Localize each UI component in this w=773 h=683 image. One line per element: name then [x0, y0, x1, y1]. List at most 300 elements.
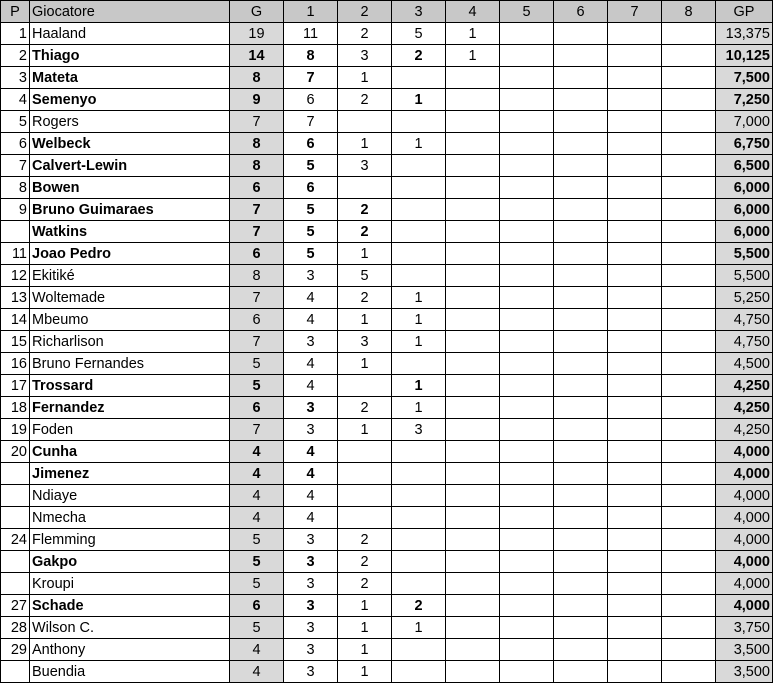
count-cell-3: 1	[392, 375, 446, 397]
count-cell-2	[338, 485, 392, 507]
table-row	[1, 595, 773, 617]
count-cell-2: 1	[338, 617, 392, 639]
count-cell-1: 8	[284, 45, 338, 67]
count-cell-8	[662, 155, 716, 177]
count-cell-6	[554, 177, 608, 199]
count-cell-6	[554, 419, 608, 441]
count-cell-8	[662, 133, 716, 155]
count-cell-6	[554, 133, 608, 155]
count-cell-2: 2	[338, 573, 392, 595]
gp-cell: 6,750	[716, 133, 773, 155]
count-cell-4	[446, 419, 500, 441]
count-cell-3	[392, 353, 446, 375]
count-cell-8	[662, 111, 716, 133]
table-row	[1, 529, 773, 551]
position-cell: 18	[1, 397, 30, 419]
games-cell: 9	[230, 89, 284, 111]
gp-cell: 4,500	[716, 353, 773, 375]
player-name-cell: Fernandez	[30, 397, 230, 419]
count-cell-1: 6	[284, 133, 338, 155]
count-cell-4	[446, 133, 500, 155]
table-row	[1, 265, 773, 287]
count-cell-3	[392, 221, 446, 243]
player-name-cell: Bruno Fernandes	[30, 353, 230, 375]
count-cell-3	[392, 551, 446, 573]
games-cell: 8	[230, 265, 284, 287]
count-cell-8	[662, 243, 716, 265]
header-col-4: 4	[446, 1, 500, 23]
count-cell-7	[608, 199, 662, 221]
count-cell-5	[500, 309, 554, 331]
player-name-cell: Ekitiké	[30, 265, 230, 287]
position-cell: 19	[1, 419, 30, 441]
table-body	[1, 23, 773, 683]
count-cell-1: 4	[284, 507, 338, 529]
count-cell-8	[662, 441, 716, 463]
count-cell-5	[500, 617, 554, 639]
count-cell-5	[500, 463, 554, 485]
count-cell-1: 3	[284, 617, 338, 639]
header-col-1: 1	[284, 1, 338, 23]
count-cell-1: 6	[284, 89, 338, 111]
count-cell-8	[662, 397, 716, 419]
count-cell-3	[392, 529, 446, 551]
count-cell-4	[446, 243, 500, 265]
table-row	[1, 485, 773, 507]
player-name-cell: Woltemade	[30, 287, 230, 309]
player-name-cell: Mbeumo	[30, 309, 230, 331]
table-row	[1, 661, 773, 683]
games-cell: 4	[230, 463, 284, 485]
position-cell	[1, 221, 30, 243]
count-cell-1: 3	[284, 331, 338, 353]
gp-cell: 7,000	[716, 111, 773, 133]
count-cell-6	[554, 23, 608, 45]
count-cell-4	[446, 199, 500, 221]
count-cell-1: 11	[284, 23, 338, 45]
gp-cell: 5,250	[716, 287, 773, 309]
player-name-cell: Thiago	[30, 45, 230, 67]
count-cell-6	[554, 573, 608, 595]
player-name-cell: Trossard	[30, 375, 230, 397]
count-cell-7	[608, 639, 662, 661]
player-name-cell: Jimenez	[30, 463, 230, 485]
gp-cell: 4,000	[716, 551, 773, 573]
count-cell-3	[392, 243, 446, 265]
count-cell-5	[500, 595, 554, 617]
count-cell-1: 4	[284, 441, 338, 463]
count-cell-7	[608, 23, 662, 45]
count-cell-3	[392, 199, 446, 221]
gp-cell: 7,250	[716, 89, 773, 111]
games-cell: 7	[230, 199, 284, 221]
count-cell-4	[446, 397, 500, 419]
count-cell-1: 6	[284, 177, 338, 199]
count-cell-3: 1	[392, 309, 446, 331]
count-cell-2: 2	[338, 551, 392, 573]
count-cell-6	[554, 243, 608, 265]
count-cell-5	[500, 551, 554, 573]
count-cell-7	[608, 331, 662, 353]
count-cell-6	[554, 529, 608, 551]
count-cell-7	[608, 551, 662, 573]
count-cell-2: 2	[338, 221, 392, 243]
count-cell-7	[608, 243, 662, 265]
count-cell-5	[500, 529, 554, 551]
table-row	[1, 419, 773, 441]
count-cell-6	[554, 661, 608, 683]
count-cell-2: 1	[338, 243, 392, 265]
count-cell-6	[554, 507, 608, 529]
count-cell-4	[446, 177, 500, 199]
games-cell: 4	[230, 639, 284, 661]
count-cell-5	[500, 23, 554, 45]
games-cell: 6	[230, 309, 284, 331]
count-cell-8	[662, 309, 716, 331]
games-cell: 7	[230, 111, 284, 133]
count-cell-2: 2	[338, 397, 392, 419]
gp-cell: 4,000	[716, 441, 773, 463]
count-cell-2: 3	[338, 155, 392, 177]
count-cell-6	[554, 639, 608, 661]
count-cell-5	[500, 507, 554, 529]
header-col-3: 3	[392, 1, 446, 23]
count-cell-2: 5	[338, 265, 392, 287]
count-cell-5	[500, 45, 554, 67]
count-cell-2	[338, 463, 392, 485]
position-cell: 16	[1, 353, 30, 375]
count-cell-8	[662, 331, 716, 353]
count-cell-7	[608, 375, 662, 397]
position-cell: 24	[1, 529, 30, 551]
table-row	[1, 353, 773, 375]
count-cell-7	[608, 221, 662, 243]
count-cell-6	[554, 287, 608, 309]
games-cell: 5	[230, 529, 284, 551]
count-cell-7	[608, 595, 662, 617]
table-row	[1, 331, 773, 353]
count-cell-1: 4	[284, 485, 338, 507]
header-gp: GP	[716, 1, 773, 23]
games-cell: 5	[230, 353, 284, 375]
gp-cell: 5,500	[716, 243, 773, 265]
count-cell-8	[662, 551, 716, 573]
count-cell-4	[446, 529, 500, 551]
count-cell-4	[446, 221, 500, 243]
count-cell-3: 3	[392, 419, 446, 441]
gp-cell: 6,000	[716, 177, 773, 199]
count-cell-1: 3	[284, 639, 338, 661]
count-cell-6	[554, 111, 608, 133]
count-cell-6	[554, 45, 608, 67]
count-cell-7	[608, 419, 662, 441]
position-cell: 13	[1, 287, 30, 309]
count-cell-1: 5	[284, 243, 338, 265]
count-cell-4	[446, 639, 500, 661]
count-cell-4	[446, 441, 500, 463]
count-cell-8	[662, 353, 716, 375]
header-games: G	[230, 1, 284, 23]
gp-cell: 7,500	[716, 67, 773, 89]
position-cell: 29	[1, 639, 30, 661]
count-cell-3	[392, 507, 446, 529]
count-cell-4	[446, 617, 500, 639]
games-cell: 6	[230, 595, 284, 617]
count-cell-7	[608, 177, 662, 199]
header-col-8: 8	[662, 1, 716, 23]
count-cell-3	[392, 441, 446, 463]
count-cell-6	[554, 375, 608, 397]
count-cell-6	[554, 221, 608, 243]
count-cell-1: 4	[284, 309, 338, 331]
header-col-5: 5	[500, 1, 554, 23]
table-row	[1, 617, 773, 639]
count-cell-5	[500, 111, 554, 133]
games-cell: 5	[230, 573, 284, 595]
count-cell-1: 3	[284, 529, 338, 551]
count-cell-4	[446, 551, 500, 573]
count-cell-3: 1	[392, 331, 446, 353]
count-cell-2: 2	[338, 89, 392, 111]
count-cell-4	[446, 573, 500, 595]
table-row	[1, 155, 773, 177]
games-cell: 7	[230, 419, 284, 441]
count-cell-1: 5	[284, 199, 338, 221]
count-cell-6	[554, 353, 608, 375]
position-cell: 9	[1, 199, 30, 221]
count-cell-6	[554, 485, 608, 507]
player-name-cell: Bruno Guimaraes	[30, 199, 230, 221]
count-cell-8	[662, 463, 716, 485]
position-cell	[1, 573, 30, 595]
player-name-cell: Welbeck	[30, 133, 230, 155]
count-cell-4	[446, 595, 500, 617]
position-cell	[1, 485, 30, 507]
player-name-cell: Wilson C.	[30, 617, 230, 639]
table-row	[1, 573, 773, 595]
count-cell-8	[662, 45, 716, 67]
count-cell-5	[500, 485, 554, 507]
count-cell-4	[446, 375, 500, 397]
count-cell-2	[338, 177, 392, 199]
count-cell-3	[392, 155, 446, 177]
gp-cell: 5,500	[716, 265, 773, 287]
header-position: P	[1, 1, 30, 23]
gp-cell: 6,500	[716, 155, 773, 177]
count-cell-2: 1	[338, 595, 392, 617]
count-cell-5	[500, 221, 554, 243]
count-cell-7	[608, 287, 662, 309]
count-cell-6	[554, 331, 608, 353]
games-cell: 4	[230, 485, 284, 507]
header-row	[1, 1, 773, 23]
count-cell-3: 5	[392, 23, 446, 45]
count-cell-2: 1	[338, 133, 392, 155]
count-cell-4	[446, 155, 500, 177]
count-cell-7	[608, 89, 662, 111]
count-cell-6	[554, 89, 608, 111]
table-row	[1, 111, 773, 133]
table-row	[1, 45, 773, 67]
table-row	[1, 23, 773, 45]
position-cell: 7	[1, 155, 30, 177]
count-cell-2	[338, 111, 392, 133]
count-cell-8	[662, 375, 716, 397]
gp-cell: 6,000	[716, 199, 773, 221]
count-cell-1: 3	[284, 595, 338, 617]
count-cell-7	[608, 309, 662, 331]
gp-cell: 13,375	[716, 23, 773, 45]
player-name-cell: Richarlison	[30, 331, 230, 353]
table-row	[1, 89, 773, 111]
count-cell-8	[662, 485, 716, 507]
player-name-cell: Kroupi	[30, 573, 230, 595]
count-cell-2: 1	[338, 419, 392, 441]
count-cell-8	[662, 67, 716, 89]
position-cell: 2	[1, 45, 30, 67]
count-cell-4	[446, 89, 500, 111]
count-cell-3: 2	[392, 595, 446, 617]
count-cell-8	[662, 639, 716, 661]
count-cell-6	[554, 199, 608, 221]
count-cell-4	[446, 463, 500, 485]
count-cell-8	[662, 507, 716, 529]
position-cell: 3	[1, 67, 30, 89]
count-cell-2: 3	[338, 45, 392, 67]
position-cell: 17	[1, 375, 30, 397]
games-cell: 6	[230, 177, 284, 199]
gp-cell: 4,750	[716, 309, 773, 331]
games-cell: 5	[230, 551, 284, 573]
count-cell-1: 5	[284, 221, 338, 243]
position-cell	[1, 661, 30, 683]
count-cell-2	[338, 507, 392, 529]
table-row	[1, 441, 773, 463]
player-name-cell: Mateta	[30, 67, 230, 89]
count-cell-3: 1	[392, 89, 446, 111]
count-cell-6	[554, 397, 608, 419]
count-cell-3: 1	[392, 397, 446, 419]
count-cell-3: 1	[392, 287, 446, 309]
count-cell-5	[500, 375, 554, 397]
count-cell-3	[392, 111, 446, 133]
count-cell-3	[392, 463, 446, 485]
player-name-cell: Nmecha	[30, 507, 230, 529]
table-row	[1, 375, 773, 397]
count-cell-1: 3	[284, 661, 338, 683]
position-cell	[1, 551, 30, 573]
gp-cell: 3,500	[716, 661, 773, 683]
header-col-7: 7	[608, 1, 662, 23]
count-cell-2: 1	[338, 661, 392, 683]
count-cell-1: 4	[284, 463, 338, 485]
count-cell-7	[608, 507, 662, 529]
count-cell-5	[500, 177, 554, 199]
table-row	[1, 243, 773, 265]
games-cell: 8	[230, 155, 284, 177]
count-cell-5	[500, 89, 554, 111]
count-cell-5	[500, 661, 554, 683]
table-row	[1, 67, 773, 89]
games-cell: 7	[230, 221, 284, 243]
count-cell-7	[608, 353, 662, 375]
gp-cell: 4,000	[716, 463, 773, 485]
count-cell-2: 2	[338, 199, 392, 221]
games-cell: 14	[230, 45, 284, 67]
count-cell-6	[554, 441, 608, 463]
count-cell-1: 4	[284, 353, 338, 375]
count-cell-7	[608, 617, 662, 639]
count-cell-5	[500, 353, 554, 375]
count-cell-8	[662, 23, 716, 45]
count-cell-1: 7	[284, 111, 338, 133]
table-row	[1, 199, 773, 221]
player-name-cell: Ndiaye	[30, 485, 230, 507]
games-cell: 4	[230, 507, 284, 529]
position-cell: 11	[1, 243, 30, 265]
count-cell-3	[392, 177, 446, 199]
player-name-cell: Flemming	[30, 529, 230, 551]
player-name-cell: Buendia	[30, 661, 230, 683]
player-name-cell: Rogers	[30, 111, 230, 133]
games-cell: 8	[230, 133, 284, 155]
player-name-cell: Schade	[30, 595, 230, 617]
gp-cell: 6,000	[716, 221, 773, 243]
gp-cell: 4,000	[716, 573, 773, 595]
count-cell-6	[554, 309, 608, 331]
games-cell: 6	[230, 397, 284, 419]
position-cell: 15	[1, 331, 30, 353]
player-name-cell: Joao Pedro	[30, 243, 230, 265]
games-cell: 5	[230, 617, 284, 639]
count-cell-5	[500, 67, 554, 89]
position-cell: 14	[1, 309, 30, 331]
count-cell-5	[500, 331, 554, 353]
gp-cell: 4,000	[716, 507, 773, 529]
count-cell-4: 1	[446, 23, 500, 45]
player-name-cell: Gakpo	[30, 551, 230, 573]
count-cell-5	[500, 133, 554, 155]
count-cell-1: 5	[284, 155, 338, 177]
count-cell-8	[662, 89, 716, 111]
table-row	[1, 221, 773, 243]
count-cell-8	[662, 595, 716, 617]
count-cell-3: 2	[392, 45, 446, 67]
count-cell-1: 3	[284, 551, 338, 573]
gp-cell: 4,250	[716, 419, 773, 441]
position-cell: 1	[1, 23, 30, 45]
player-name-cell: Bowen	[30, 177, 230, 199]
position-cell: 5	[1, 111, 30, 133]
table-row	[1, 287, 773, 309]
count-cell-3	[392, 661, 446, 683]
count-cell-6	[554, 155, 608, 177]
count-cell-8	[662, 419, 716, 441]
count-cell-2: 2	[338, 23, 392, 45]
gp-cell: 4,000	[716, 529, 773, 551]
games-cell: 8	[230, 67, 284, 89]
table-row	[1, 133, 773, 155]
position-cell: 27	[1, 595, 30, 617]
count-cell-7	[608, 133, 662, 155]
games-cell: 7	[230, 331, 284, 353]
count-cell-6	[554, 595, 608, 617]
count-cell-8	[662, 661, 716, 683]
table-row	[1, 639, 773, 661]
count-cell-5	[500, 199, 554, 221]
count-cell-7	[608, 441, 662, 463]
player-name-cell: Foden	[30, 419, 230, 441]
